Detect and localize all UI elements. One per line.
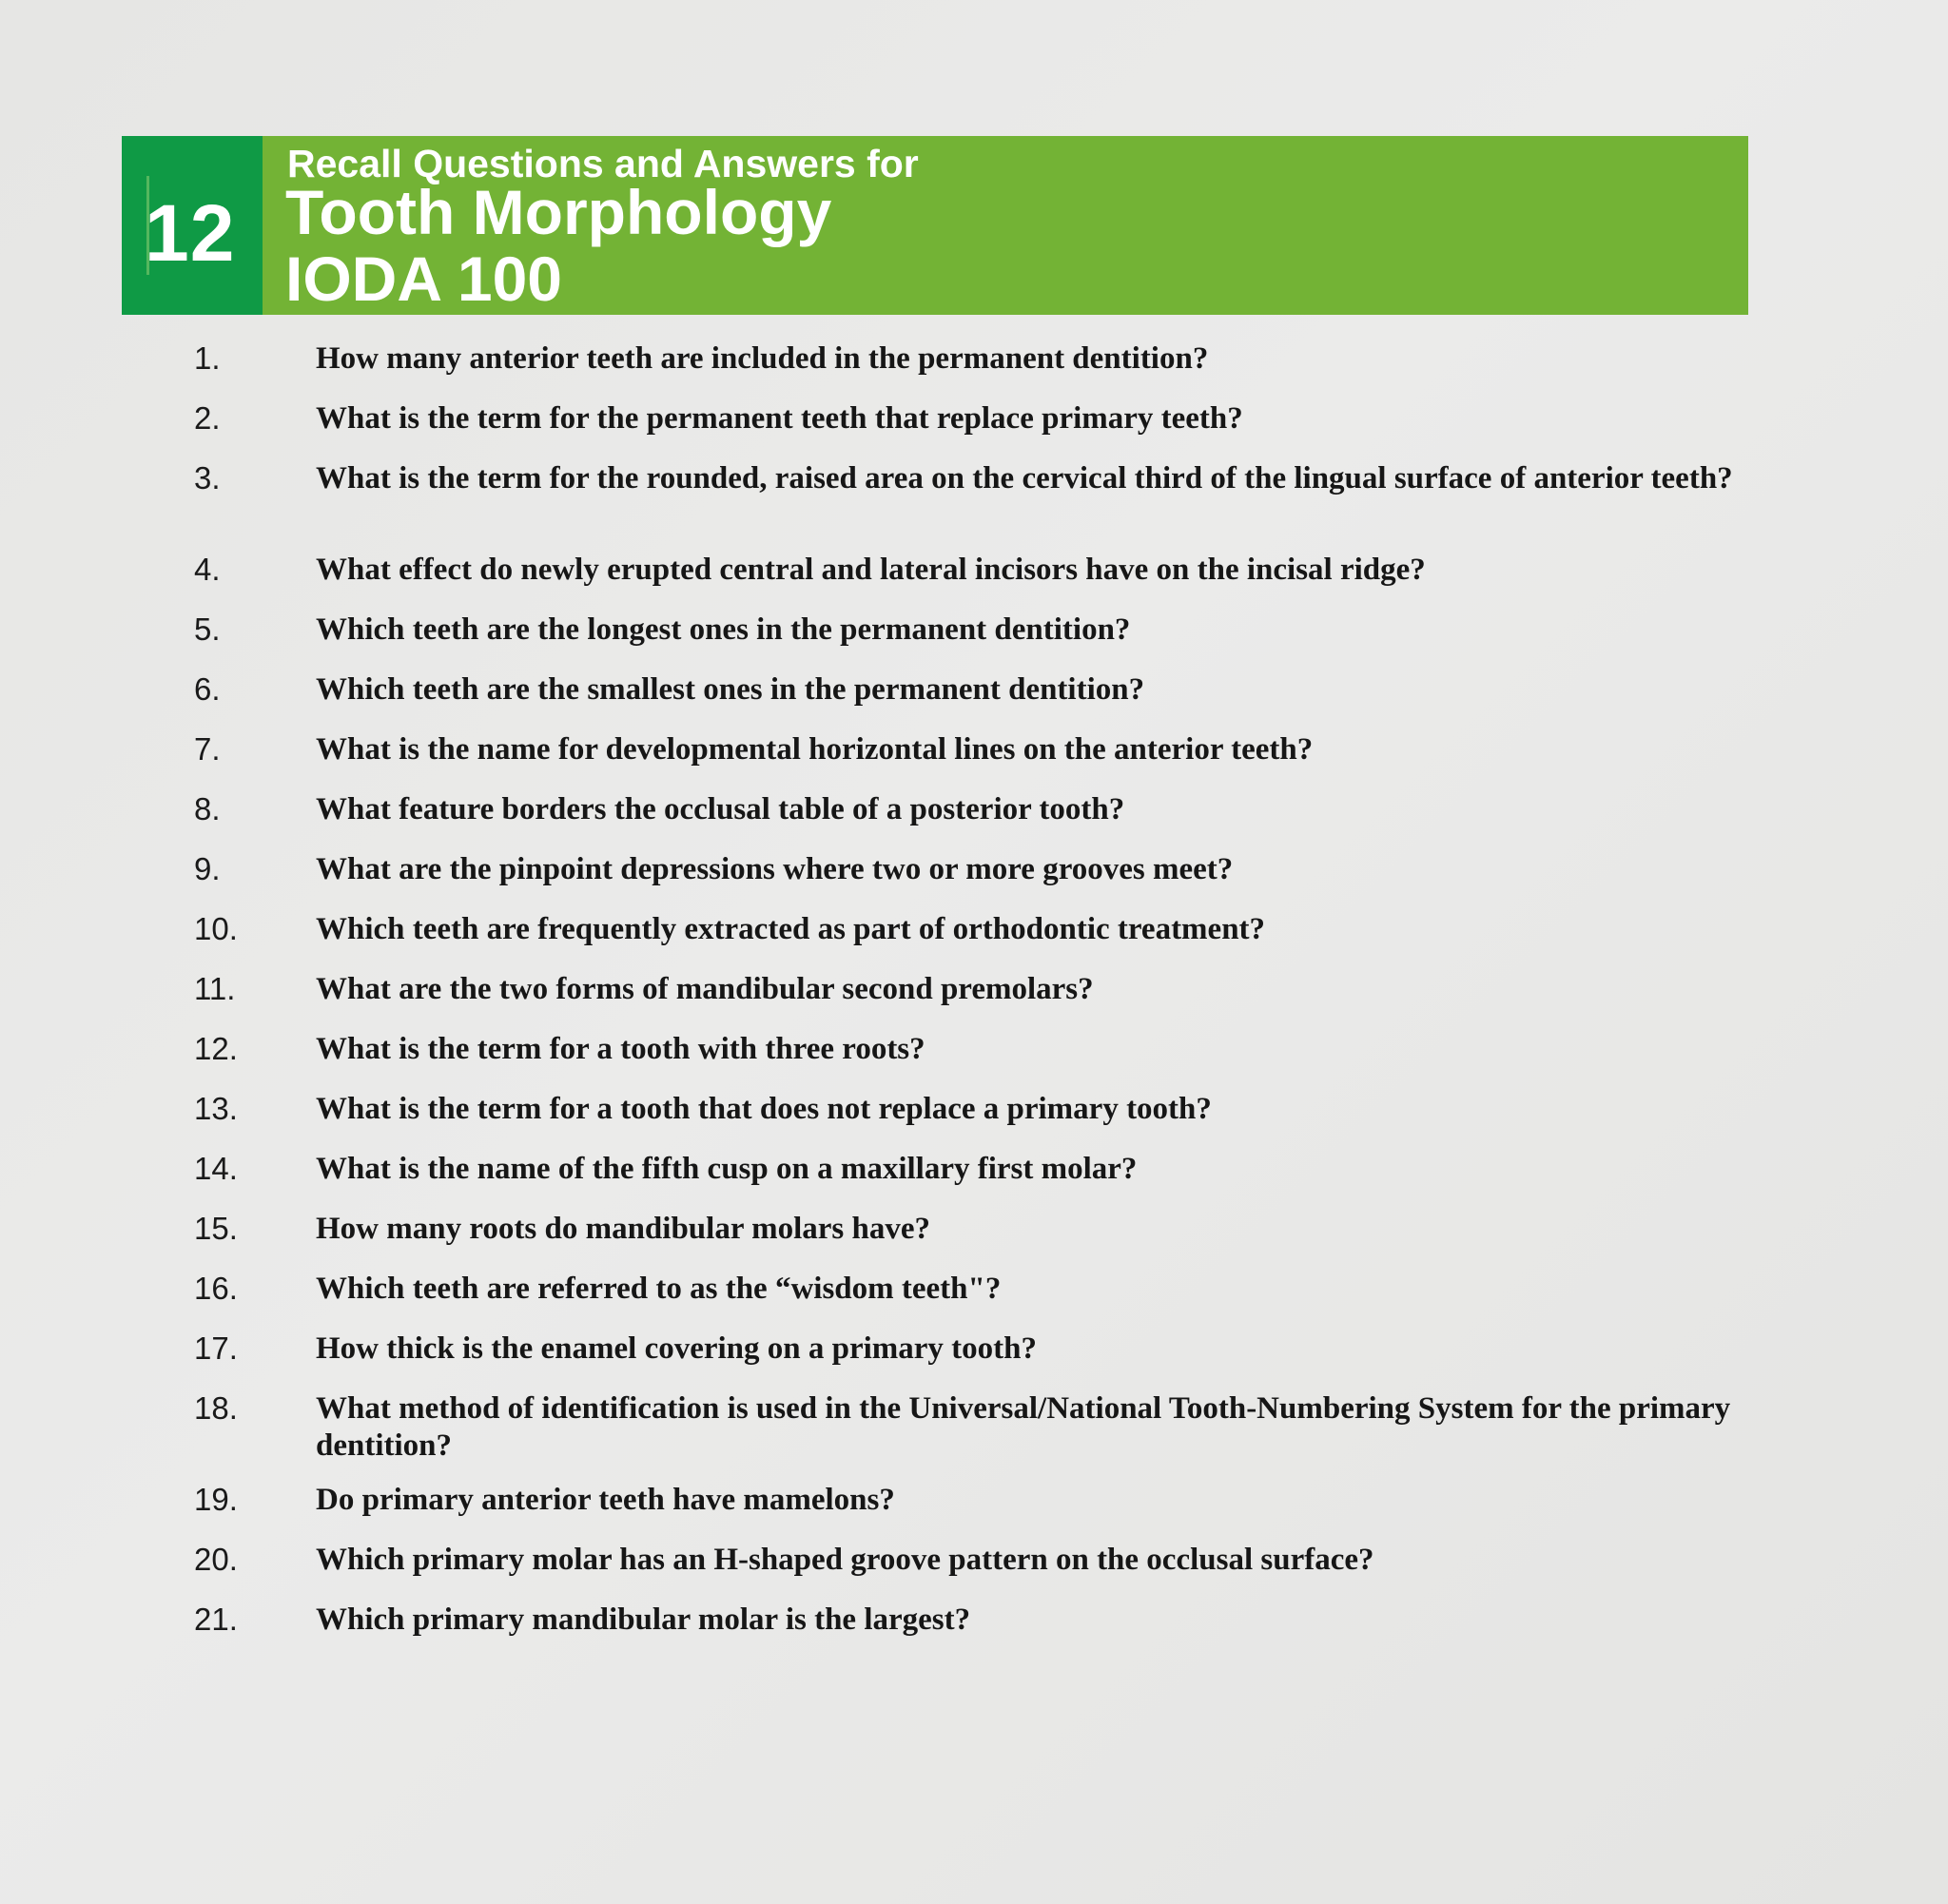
- question-number: [133, 1331, 249, 1367]
- question-text: How many roots do mandibular molars have?: [316, 1212, 931, 1246]
- question-text: Which primary molar has an H-shaped groove pattern on the occlusal surface?: [316, 1543, 1374, 1577]
- question-item: [133, 400, 1741, 437]
- question-number: [133, 971, 249, 1007]
- question-number-label: 9.: [194, 851, 221, 886]
- chapter-number-box: [122, 136, 263, 315]
- chapter-title-prefix: Recall Questions and Answers for: [287, 142, 919, 185]
- question-number-label: 12.: [194, 1031, 238, 1066]
- question-item: [133, 1482, 1741, 1519]
- question-number: [133, 1271, 249, 1307]
- chapter-title-area: [263, 136, 1748, 315]
- question-item: [133, 1271, 1741, 1308]
- question-number: [133, 911, 249, 947]
- question-text: Which teeth are referred to as the “wisdom teeth"?: [316, 1272, 1002, 1306]
- question-text: What method of identification is used in the Universal/National Tooth-Numbering System for the primary dentition?: [316, 1391, 1731, 1463]
- question-text: What is the term for the rounded, raised area on the cervical third of the lingual surface of anterior teeth?: [316, 461, 1733, 495]
- chapter-subtitle: IODA 100: [285, 243, 563, 314]
- question-number: [133, 460, 249, 496]
- question-number: [133, 1211, 249, 1247]
- question-text: What feature borders the occlusal table of a posterior tooth?: [316, 792, 1125, 826]
- question-number-label: 5.: [194, 612, 221, 647]
- question-item: [133, 1211, 1741, 1248]
- question-number: [133, 731, 249, 767]
- question-item: [133, 1331, 1741, 1368]
- question-item: [133, 460, 1741, 497]
- question-number: [133, 791, 249, 827]
- question-text: Which teeth are frequently extracted as part of orthodontic treatment?: [316, 912, 1266, 946]
- question-number: [133, 340, 249, 377]
- question-number-label: 1.: [194, 340, 221, 376]
- question-item: [133, 340, 1741, 378]
- question-number-label: 7.: [194, 731, 221, 767]
- question-number: [133, 1031, 249, 1067]
- question-number-label: 21.: [194, 1602, 238, 1637]
- question-text: What is the term for a tooth with three roots?: [316, 1032, 925, 1066]
- question-item: [133, 552, 1741, 589]
- question-text: What effect do newly erupted central and lateral incisors have on the incisal ridge?: [316, 553, 1426, 587]
- question-text: How many anterior teeth are included in the permanent dentition?: [316, 341, 1209, 376]
- question-text: How thick is the enamel covering on a primary tooth?: [316, 1331, 1038, 1366]
- question-number-label: 18.: [194, 1390, 238, 1426]
- question-number: [133, 851, 249, 887]
- question-item: [133, 911, 1741, 948]
- question-item: [133, 1542, 1741, 1579]
- question-number-label: 20.: [194, 1542, 238, 1577]
- question-number-label: 13.: [194, 1091, 238, 1126]
- question-number: [133, 1091, 249, 1127]
- question-number-label: 19.: [194, 1482, 238, 1517]
- question-text: Do primary anterior teeth have mamelons?: [316, 1483, 895, 1517]
- question-item: [133, 671, 1741, 709]
- chapter-title: Tooth Morphology: [285, 177, 832, 247]
- question-number: [133, 1390, 249, 1427]
- question-item: [133, 851, 1741, 888]
- chapter-number: 12: [145, 188, 236, 278]
- question-item: [133, 791, 1741, 828]
- question-number-label: 3.: [194, 460, 221, 495]
- question-item: [133, 971, 1741, 1008]
- question-number: [133, 612, 249, 648]
- question-number: [133, 671, 249, 708]
- question-item: [133, 731, 1741, 768]
- question-text: What is the term for a tooth that does not replace a primary tooth?: [316, 1092, 1212, 1126]
- question-number-label: 14.: [194, 1151, 238, 1186]
- question-item: [133, 1091, 1741, 1128]
- question-text: What is the term for the permanent teeth that replace primary teeth?: [316, 401, 1243, 436]
- question-number-label: 2.: [194, 400, 221, 436]
- question-number: [133, 552, 249, 588]
- question-item: [133, 612, 1741, 649]
- question-item: [133, 1602, 1741, 1639]
- question-number-label: 6.: [194, 671, 221, 707]
- chapter-header-banner: [122, 136, 1748, 315]
- question-number-label: 4.: [194, 552, 221, 587]
- question-number-label: 16.: [194, 1271, 238, 1306]
- question-number: [133, 400, 249, 437]
- question-number: [133, 1482, 249, 1518]
- question-text: What are the two forms of mandibular second premolars?: [316, 972, 1094, 1006]
- question-number-label: 17.: [194, 1331, 238, 1366]
- question-item: [133, 1151, 1741, 1188]
- question-text: What is the name of the fifth cusp on a maxillary first molar?: [316, 1152, 1138, 1186]
- question-number-label: 8.: [194, 791, 221, 826]
- question-item: [133, 1031, 1741, 1068]
- question-number: [133, 1151, 249, 1187]
- question-text: Which teeth are the smallest ones in the permanent dentition?: [316, 672, 1145, 707]
- question-number-label: 11.: [194, 971, 236, 1006]
- question-text: What is the name for developmental horizontal lines on the anterior teeth?: [316, 732, 1314, 767]
- question-number: [133, 1542, 249, 1578]
- question-text: Which primary mandibular molar is the largest?: [316, 1603, 971, 1637]
- question-item: [133, 1390, 1741, 1465]
- question-text: Which teeth are the longest ones in the permanent dentition?: [316, 612, 1131, 647]
- question-text: What are the pinpoint depressions where two or more grooves meet?: [316, 852, 1234, 886]
- question-number-label: 15.: [194, 1211, 238, 1246]
- question-number: [133, 1602, 249, 1638]
- question-number-label: 10.: [194, 911, 238, 946]
